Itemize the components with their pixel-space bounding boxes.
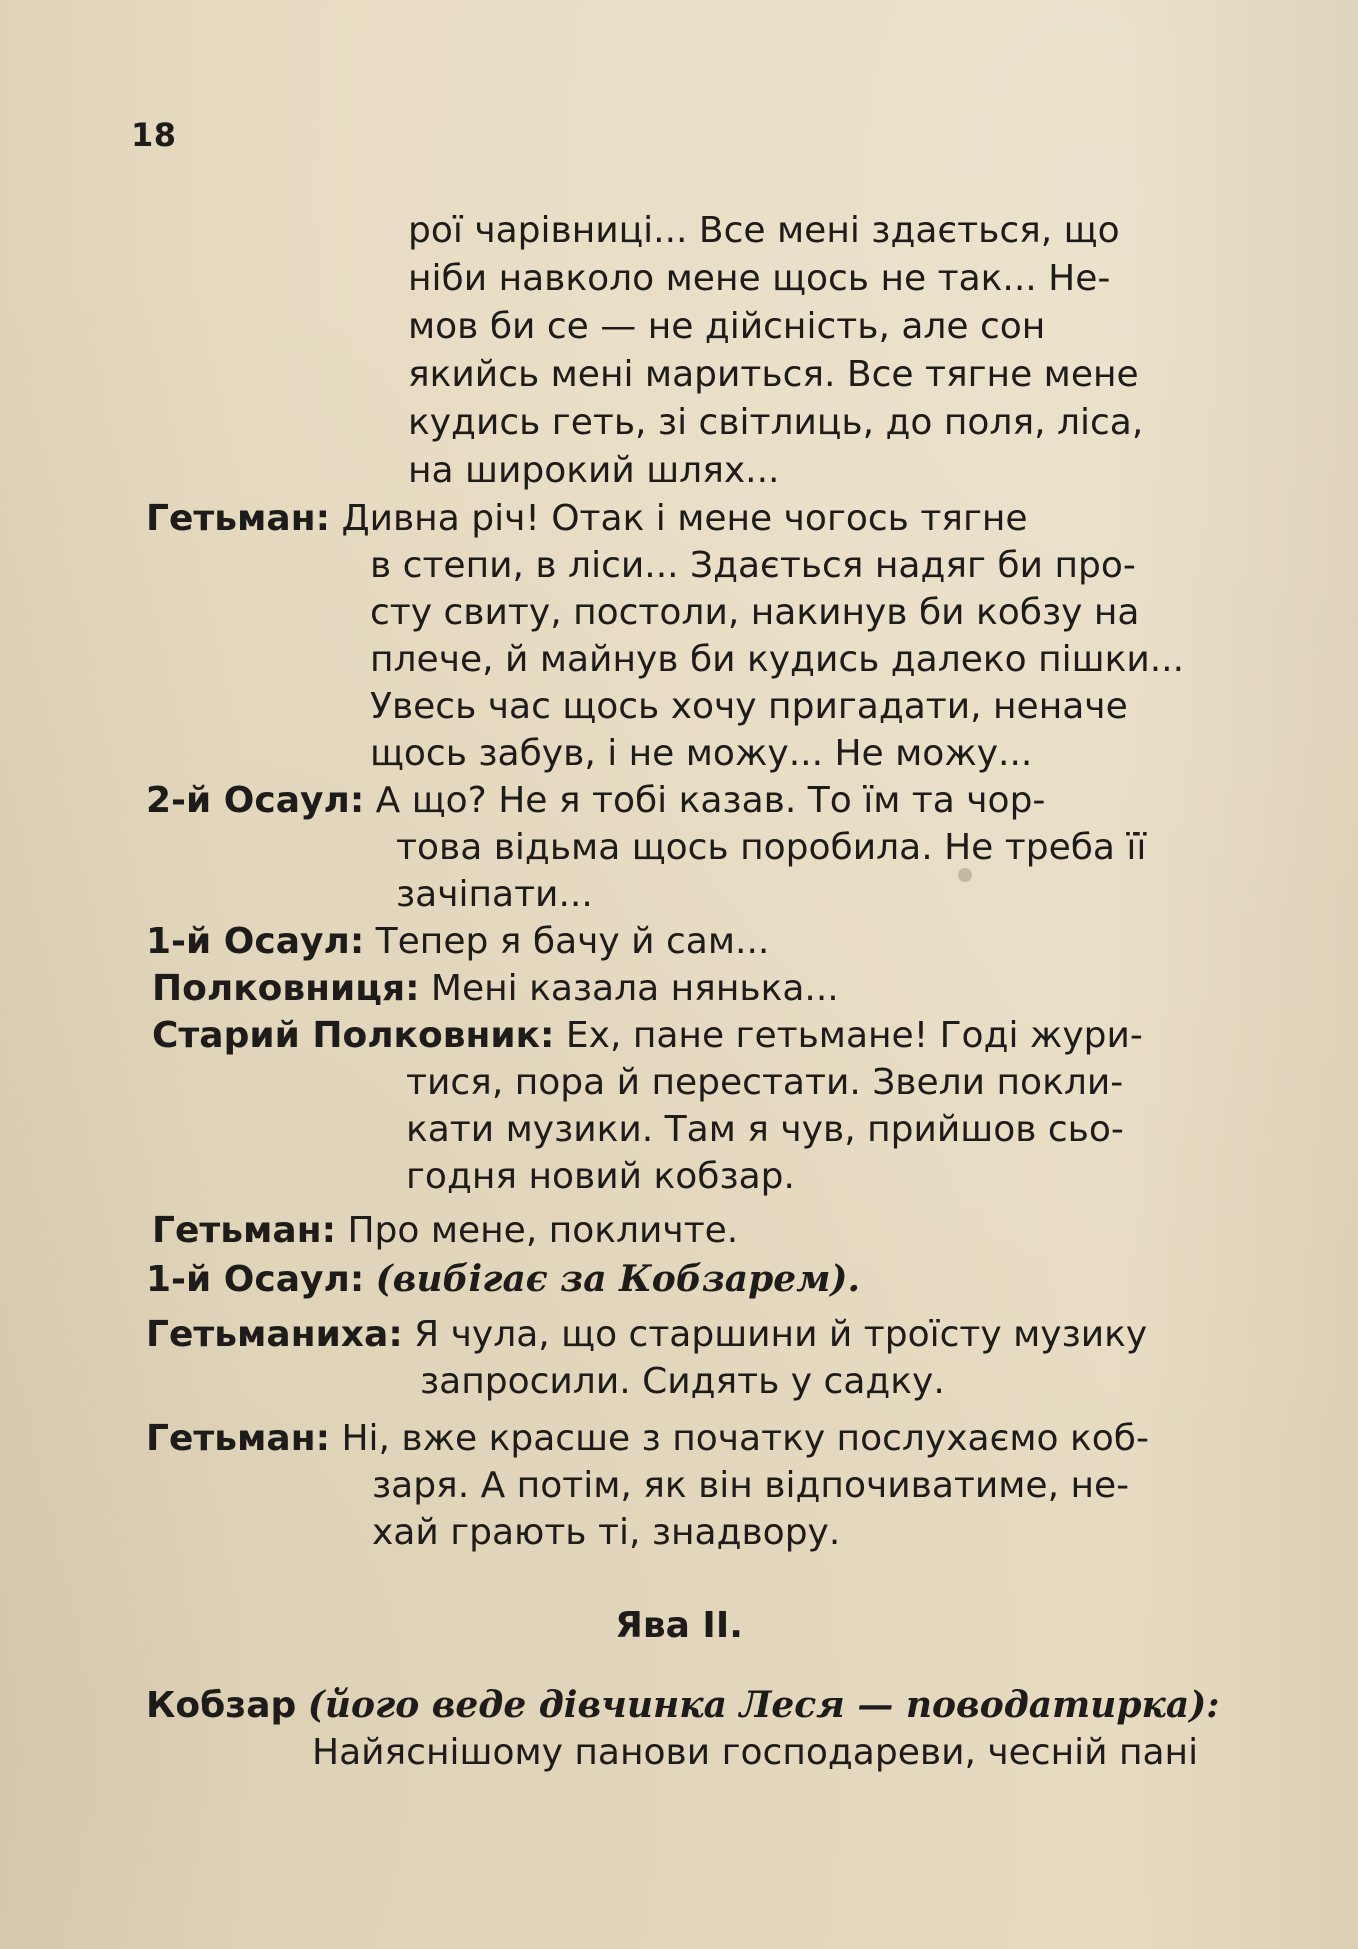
text-line: ніби навколо мене щось не так... Не-	[408, 258, 1111, 299]
text-line: Найяснішому панови господареви, чесній пані	[312, 1732, 1199, 1773]
text-line: кати музики. Там я чув, прийшов сьо-	[406, 1109, 1124, 1150]
scene-heading: Ява II.	[615, 1605, 743, 1646]
text-line: хай грають ті, знадвору.	[372, 1512, 841, 1553]
text-line: зачіпати...	[396, 874, 593, 915]
speech-line: Гетьман: Ні, вже красше з початку послухаємо коб-	[146, 1418, 1149, 1459]
page-number: 18	[131, 116, 177, 154]
speaker-name: Кобзар	[146, 1685, 297, 1726]
text-line: тися, пора й перестати. Звели покли-	[406, 1062, 1124, 1103]
text-line: годня новий кобзар.	[406, 1156, 795, 1197]
text-line: щось забув, і не можу... Не можу...	[370, 733, 1033, 774]
speech-line: Гетьман: Про мене, покличте.	[152, 1210, 739, 1251]
speaker-name: Старий Полковник:	[152, 1015, 555, 1056]
text-line: на широкий шлях...	[408, 450, 780, 491]
stage-direction: (його веде дівчинка Леся — поводатирка):	[307, 1684, 1220, 1726]
speech-line	[146, 1256, 860, 1303]
text-line: якийсь мені мариться. Все тягне мене	[408, 354, 1139, 395]
text-line: Увесь час щось хочу пригадати, неначе	[370, 686, 1128, 727]
text-line: заря. А потім, як він відпочиватиме, не-	[372, 1465, 1130, 1506]
text-line: кудись геть, зі світлиць, до поля, ліса,	[408, 402, 1144, 443]
speaker-name: Гетьман:	[152, 1210, 336, 1251]
speaker-name: 2-й Осаул:	[146, 780, 365, 821]
speech-line: Гетьман: Дивна річ! Отак і мене чогось тягне	[146, 498, 1028, 539]
text-line: запросили. Сидять у садку.	[420, 1361, 945, 1402]
speaker-name: 1-й Осаул:	[146, 1259, 365, 1300]
speaker-name: Гетьман:	[146, 1418, 330, 1459]
text-line: мов би се — не дійсність, але сон	[408, 306, 1046, 347]
text-line: в степи, в ліси... Здається надяг би про-	[370, 545, 1136, 586]
speaker-name: Полковниця:	[152, 968, 420, 1009]
speaker-name: 1-й Осаул:	[146, 921, 365, 962]
speech-line: Полковниця: Мені казала нянька...	[152, 968, 839, 1009]
speech-line: Гетьманиха: Я чула, що старшини й троїсту музику	[146, 1314, 1148, 1355]
text-line: рої чарівниці... Все мені здається, що	[408, 210, 1120, 251]
speech-line: 1-й Осаул: Тепер я бачу й сам...	[146, 921, 770, 962]
paper-stain	[958, 868, 972, 882]
text-line: сту свиту, постоли, накинув би кобзу на	[370, 592, 1140, 633]
stage-direction: (вибігає за Кобзарем).	[375, 1258, 860, 1300]
speaker-name: Гетьман:	[146, 498, 330, 539]
speech-line: Старий Полковник: Ех, пане гетьмане! Годі жури-	[152, 1015, 1143, 1056]
text-line: плече, й майнув би кудись далеко пішки...	[370, 639, 1185, 680]
speaker-name: Гетьманиха:	[146, 1314, 403, 1355]
speech-line: 2-й Осаул: А що? Не я тобі казав. То їм та чор-	[146, 780, 1046, 821]
text-line: това відьма щось поробила. Не треба її	[396, 827, 1147, 868]
